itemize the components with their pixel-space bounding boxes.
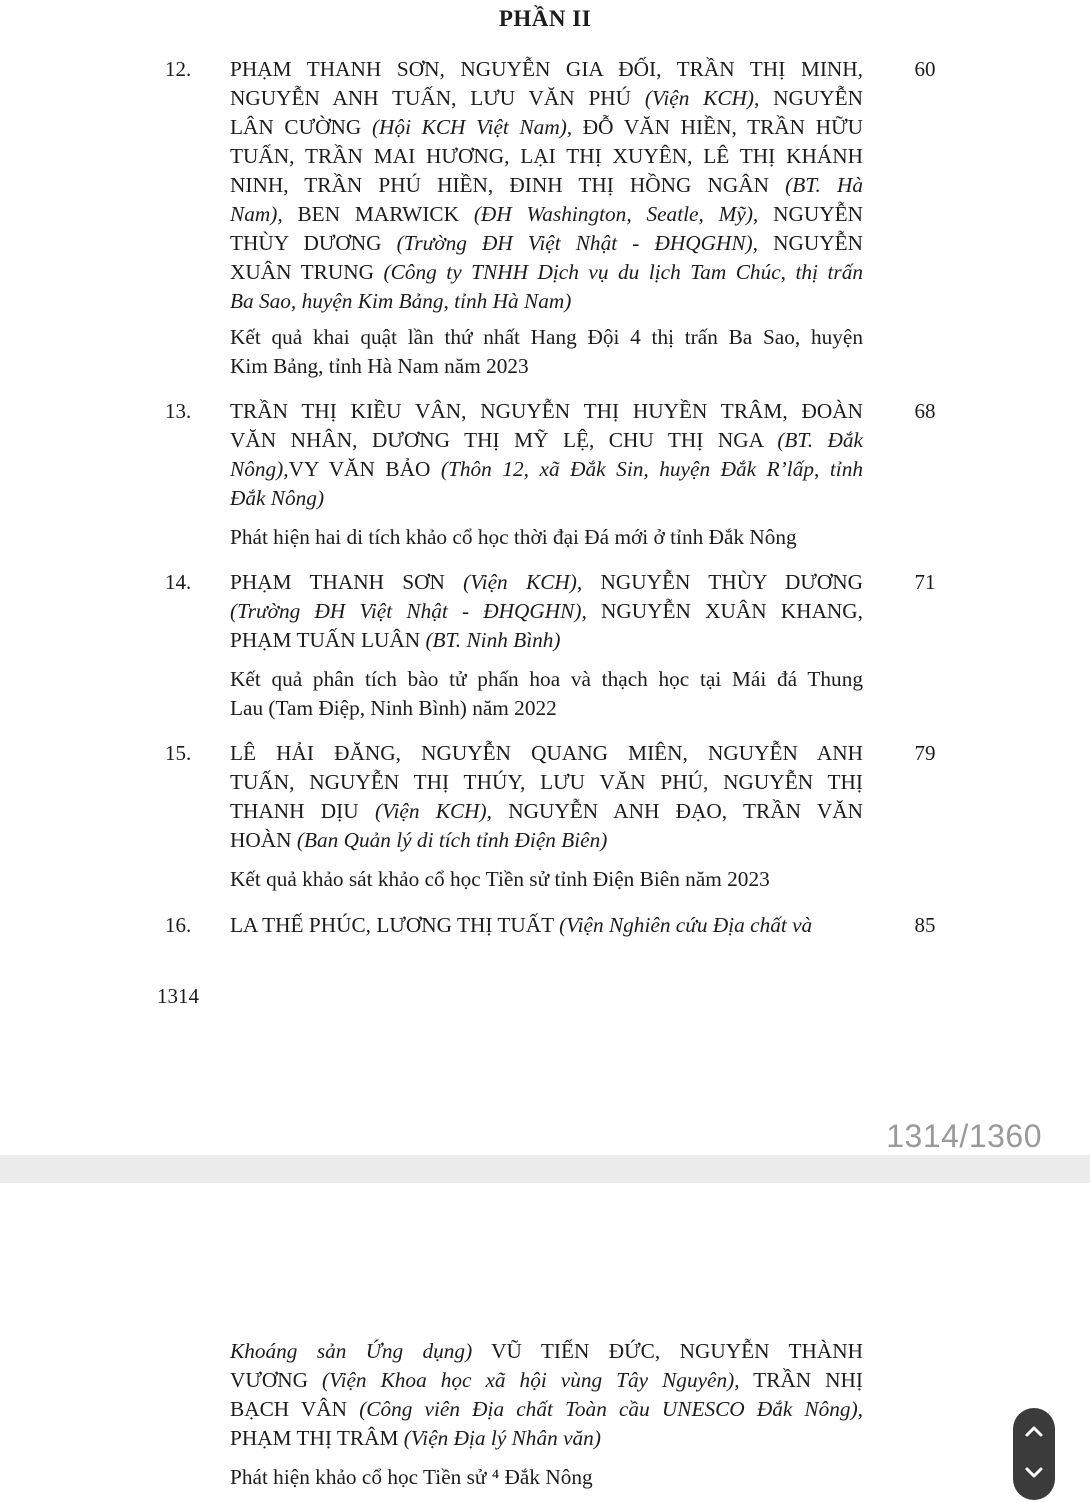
entry-page-number: 71 [914, 570, 936, 594]
author-line [230, 568, 863, 597]
author-line [230, 597, 863, 626]
author-names-text: HOÀN [230, 828, 297, 852]
author-line [230, 113, 863, 142]
entry-number: 15. [165, 741, 192, 765]
pdf-page-1315 [0, 1183, 1090, 1502]
author-line [230, 455, 863, 484]
entry-title [230, 323, 863, 381]
author-line [230, 229, 863, 258]
entry-title [230, 523, 863, 552]
entry-number: 12. [165, 57, 192, 81]
affiliation-text: (BT. Đắk [777, 428, 863, 452]
title-line: Phát hiện hai di tích khảo cổ học thời đại Đá mới ở tỉnh Đắk Nông [230, 525, 797, 549]
author-names-text: PHẠM THANH SƠN, NGUYỄN GIA ĐỐI, TRẦN THỊ MINH, [230, 57, 863, 81]
entry-page-number: 60 [914, 57, 936, 81]
author-line [230, 739, 863, 768]
chevron-down-icon [1024, 1466, 1044, 1480]
entry-number: 14. [165, 570, 192, 594]
author-line [230, 626, 863, 655]
author-names-text: ĐỖ VĂN HIỀN, TRẦN HỮU [572, 115, 863, 139]
author-names-text: PHẠM THANH SƠN [230, 570, 464, 594]
entry-title [230, 665, 863, 723]
entry-authors [230, 55, 863, 316]
author-line [230, 142, 863, 171]
author-names-text: VŨ TIẾN ĐỨC, NGUYỄN THÀNH [472, 1339, 863, 1363]
affiliation-text: (BT. Ninh Bình) [425, 628, 561, 652]
entry-authors [230, 911, 863, 940]
affiliation-text: (Viện KCH), [644, 86, 760, 110]
affiliation-text: (Ban Quản lý di tích tỉnh Điện Biên) [296, 828, 608, 852]
title-line: Kết quả khảo sát khảo cổ học Tiền sử tỉnh Điện Biên năm 2023 [230, 867, 770, 891]
affiliation-text: (Viện Địa lý Nhân văn) [403, 1426, 601, 1450]
affiliation-text: (ĐH Washington, Seatle, Mỹ), [473, 202, 759, 226]
author-line [230, 84, 863, 113]
author-line [230, 1424, 863, 1453]
entry-authors [230, 568, 863, 655]
scroll-up-button[interactable] [1013, 1412, 1055, 1454]
entry-page-number: 79 [914, 741, 936, 765]
title-line: Kết quả phân tích bào tử phấn hoa và thạch học tại Mái đá Thung [230, 667, 863, 691]
page-folio: 1314 [157, 984, 199, 1008]
affiliation-text: (Trường ĐH Việt Nhật - ĐHQGHN), [396, 231, 758, 255]
author-names-text: PHẠM THỊ TRÂM [230, 1426, 404, 1450]
title-line: Lau (Tam Điệp, Ninh Bình) năm 2022 [230, 696, 557, 720]
author-names-text: NGUYỄN [759, 86, 863, 110]
affiliation-text: (Viện Nghiên cứu Địa chất và [559, 913, 813, 937]
author-line [230, 1337, 863, 1366]
author-names-text: NGUYỄN ANH ĐẠO, TRẦN VĂN [491, 799, 863, 823]
author-names-text: VĂN NHÂN, DƯƠNG THỊ MỸ LỆ, CHU THỊ NGA [230, 428, 778, 452]
author-names-text: TRẦN NHỊ [739, 1368, 864, 1392]
author-line [230, 287, 863, 316]
affiliation-text: (Công viên Địa chất Toàn cầu UNESCO Đắk Nông), [359, 1397, 863, 1421]
author-line [230, 1395, 863, 1424]
author-names-text: LA THẾ PHÚC, LƯƠNG THỊ TUẤT [230, 913, 560, 937]
affiliation-text: Khoáng sản Ứng dụng) [230, 1339, 473, 1363]
author-names-text: LÊ HẢI ĐĂNG, NGUYỄN QUANG MIÊN, NGUYỄN ANH [230, 741, 863, 765]
affiliation-text: Đắk Nông) [230, 486, 325, 510]
affiliation-text: (Công ty TNHH Dịch vụ du lịch Tam Chúc, thị trấn [383, 260, 864, 284]
affiliation-text: (Hội KCH Việt Nam), [371, 115, 573, 139]
author-names-text: BẠCH VÂN [230, 1397, 360, 1421]
author-line [230, 797, 863, 826]
author-names-text: THÙY DƯƠNG [230, 231, 397, 255]
author-names-text: PHẠM TUẤN LUÂN [230, 628, 426, 652]
author-names-text: BEN MARWICK [282, 202, 474, 226]
entry-page-number: 85 [914, 913, 936, 937]
author-names-text: XUÂN TRUNG [230, 260, 384, 284]
entry-number: 13. [165, 399, 192, 423]
section-title: PHẦN II [498, 6, 592, 31]
affiliation-text: (Thôn 12, xã Đắk Sin, huyện Đắk R’lấp, tỉnh [440, 457, 863, 481]
author-names-text: NGUYỄN THÙY DƯƠNG [582, 570, 863, 594]
affiliation-text: (BT. Hà [785, 173, 863, 197]
author-names-text: NGUYỄN [758, 202, 863, 226]
affiliation-text: Nông), [230, 457, 289, 481]
author-names-text: NGUYỄN [757, 231, 863, 255]
affiliation-text: (Viện KCH), [463, 570, 583, 594]
page-scroll-control [1013, 1408, 1055, 1500]
author-names-text: VY VĂN BẢO [288, 457, 441, 481]
entry-number: 16. [165, 913, 192, 937]
author-line [230, 911, 863, 940]
entry-authors [230, 739, 863, 855]
author-names-text: VƯƠNG [230, 1368, 323, 1392]
author-line [230, 484, 863, 513]
title-line: Phát hiện khảo cổ học Tiền sử ⁴ Đắk Nông [230, 1465, 593, 1489]
author-names-text: THANH DỊU [230, 799, 375, 823]
author-line [230, 171, 863, 200]
author-line [230, 426, 863, 455]
affiliation-text: Nam), [230, 202, 283, 226]
affiliation-text: Ba Sao, huyện Kim Bảng, tỉnh Hà Nam) [230, 289, 572, 313]
affiliation-text: (Viện Khoa học xã hội vùng Tây Nguyên), [322, 1368, 740, 1392]
author-names-text: TRẦN THỊ KIỀU VÂN, NGUYỄN THỊ HUYỀN TRÂM, ĐOÀN [230, 399, 863, 423]
scroll-down-button[interactable] [1013, 1454, 1055, 1496]
author-line [230, 768, 863, 797]
entry-page-number: 68 [914, 399, 936, 423]
author-line [230, 258, 863, 287]
title-line: Kim Bảng, tỉnh Hà Nam năm 2023 [230, 354, 529, 378]
entry-title [230, 1463, 863, 1492]
title-line: Kết quả khai quật lần thứ nhất Hang Đội 4 thị trấn Ba Sao, huyện [230, 325, 863, 349]
author-names-text: NGUYỄN XUÂN KHANG, [586, 599, 863, 623]
chevron-up-icon [1024, 1424, 1044, 1438]
author-names-text: NGUYỄN ANH TUẤN, LƯU VĂN PHÚ [230, 86, 645, 110]
author-line [230, 397, 863, 426]
author-line [230, 200, 863, 229]
author-names-text: TUẤN, TRẦN MAI HƯƠNG, LẠI THỊ XUYÊN, LÊ THỊ KHÁNH [230, 144, 863, 168]
entry-authors [230, 397, 863, 513]
author-names-text: TUẤN, NGUYỄN THỊ THÚY, LƯU VĂN PHÚ, NGUYỄN THỊ [230, 770, 863, 794]
page-indicator: 1314/1360 [886, 1118, 1042, 1154]
author-line [230, 55, 863, 84]
author-line [230, 826, 863, 855]
affiliation-text: (Viện KCH), [374, 799, 492, 823]
page-separator [0, 1155, 1090, 1183]
author-names-text: NINH, TRẦN PHÚ HIỀN, ĐINH THỊ HỒNG NGÂN [230, 173, 786, 197]
author-names-text: LÂN CƯỜNG [230, 115, 372, 139]
entry-authors [230, 1337, 863, 1453]
entry-title [230, 865, 863, 894]
author-line [230, 1366, 863, 1395]
affiliation-text: (Trường ĐH Việt Nhật - ĐHQGHN), [230, 599, 587, 623]
